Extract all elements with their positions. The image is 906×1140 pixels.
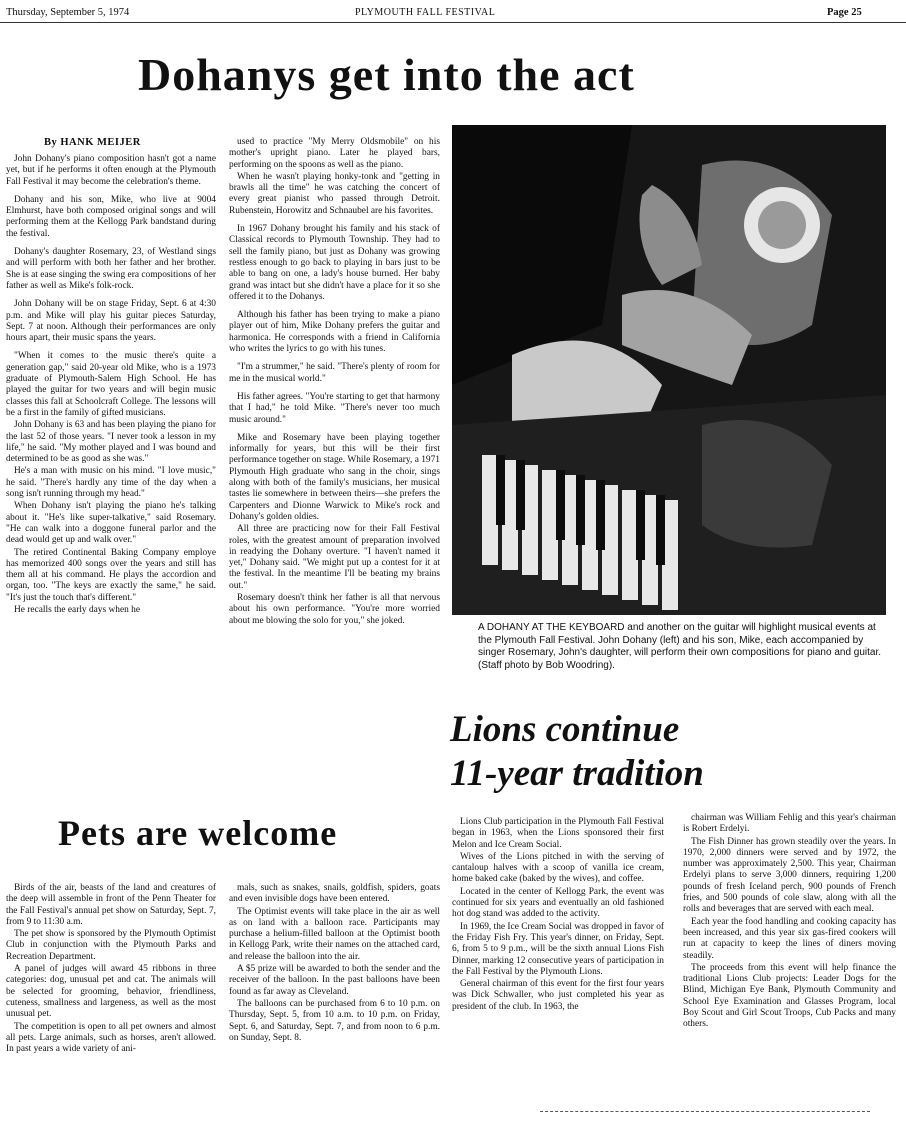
paragraph: His father agrees. "You're starting to get that harmony that I had," he told Mike. "There's never too much music around."	[229, 391, 440, 425]
lions-story-column-2	[683, 813, 896, 1032]
paragraph: Birds of the air, beasts of the land and creatures of the deep will assemble in front of the Penn Theater for the Fall Festival's annual pet show on Saturday, Sept. 7, from 9 to 11:30 a.m.	[6, 883, 216, 927]
paragraph: All three are practicing now for their Fall Festival roles, with the greatest amount of preparation involved in readying the Dohany overture. "I haven't named it yet," Dohany said. "We might put up a contest for it at the festival. In the meantime I'll be beating my brains out."	[229, 524, 440, 591]
byline: By HANK MEIJER	[44, 137, 141, 148]
paragraph: used to practice "My Merry Oldsmobile" on his mother's upright piano. Later he played bars, performing on the spoons as well as the piano.	[229, 137, 440, 170]
paragraph: Although his father has been trying to make a piano player out of him, Mike Dohany prefers the guitar and harmonica. He corresponds with a friend in California who writes the lyrics to go with his tunes.	[229, 310, 440, 355]
lions-headline	[450, 708, 704, 795]
paragraph: When Dohany isn't playing the piano he's talking about it. "He's like super-talkative," said Rosemary. "He can walk into a doggone funeral parlor and the dead would get up and walk over."	[6, 501, 216, 546]
paragraph: In 1967 Dohany brought his family and his stack of Classical records to Plymouth Township. They had to sell the family piano, but just as Dohany was growing restless enough to go back to playing in bars just to be able to bang on one, a lady's house burned. Her baby grand was intact but she didn't have a place for it so she offered it to the Dohanys.	[229, 224, 440, 302]
lions-headline-line-1: Lions continue	[450, 709, 680, 750]
dohany-photo	[452, 125, 886, 615]
paragraph: Rosemary doesn't think her father is all that nervous about his own performance. "You're more worried about me blowing the solo for you," she joked.	[229, 592, 440, 626]
pets-story-column-1	[6, 883, 216, 1056]
paragraph: mals, such as snakes, snails, goldfish, spiders, goats and even invisible dogs have been entered.	[229, 883, 440, 905]
lions-headline-line-2: 11-year tradition	[450, 752, 704, 794]
paragraph: He recalls the early days when he	[14, 604, 140, 615]
paragraph: The balloons can be purchased from 6 to 10 p.m. on Thursday, Sept. 5, from 10 a.m. to 10 p.m. on Friday, Sept. 6, and Saturday, Sept. 7, and from noon to 6 p.m. on Sunday, Sept. 8.	[229, 998, 440, 1043]
issue-date: Thursday, September 5, 1974	[6, 7, 130, 18]
dashed-rule	[540, 1111, 870, 1112]
paragraph: Dohany and his son, Mike, who live at 9004 Elmhurst, have both composed original songs and will performing them at the Kellogg Park bandstand during the festival.	[6, 194, 216, 239]
lions-story-column-1	[452, 817, 664, 1014]
paragraph: The competition is open to all pet owners and almost all pets. Large animals, such as horses, aren't allowed. In past years a wide variety of ani-	[6, 1021, 216, 1055]
paragraph: In 1969, the Ice Cream Social was dropped in favor of the Friday Fish Fry. This year's dinner, on Friday, Sept. 6, from 5 to 9 p.m., will be the sixth annual Lions Fish Dinner, marking 12 consecutive years of participation in the Fall Festival by the Plymouth Lions.	[452, 921, 664, 977]
paragraph: He's a man with music on his mind. "I love music," he said. "There's hardly any time of the day when a song isn't running through my head."	[6, 466, 216, 500]
page-number: Page 25	[827, 7, 862, 18]
paragraph: General chairman of this event for the first four years was Dick Schwaller, who just completed his year as president of the club. In 1963, the	[452, 979, 664, 1012]
main-story-column-1	[6, 154, 216, 617]
paragraph: chairman was William Fehlig and this year's chairman is Robert Erdelyi.	[683, 813, 896, 835]
paragraph: John Dohany will be on stage Friday, Sept. 6 at 4:30 p.m. and Mike will play his guitar pieces Saturday, Sept. 7 at noon. Although their performances are only hours apart, their music spans the years.	[6, 299, 216, 344]
paragraph: Lions Club participation in the Plymouth Fall Festival began in 1963, when the Lions sponsored their first Melon and Ice Cream Social.	[452, 817, 664, 850]
paragraph: Each year the food handling and cooking capacity has been increased, and this year six gas-fired cookers will run at capacity to keep the lines of diners moving steadily.	[683, 916, 896, 961]
paragraph: "When it comes to the music there's quite a generation gap," said 20-year old Mike, who is a 1973 graduate of Plymouth-Salem High School. He has played the guitar for two years and will begin music classes this fall at Schoolcraft College. The lessons will be a first in the family of gifted musicians.	[6, 351, 216, 418]
pets-headline: Pets are welcome	[58, 813, 338, 853]
paragraph: John Dohany's piano composition hasn't got a name yet, but if he performs it often enough at the Plymouth Fall Festival it may become the celebration's theme.	[6, 154, 216, 187]
paragraph: When he wasn't playing honky-tonk and "getting in brawls all the time" he was catching the concert of every great pianist who passed through Detroit. Rubenstein, Horowitz and Schnaubel are his favorites.	[229, 171, 440, 216]
paragraph: John Dohany is 63 and has been playing the piano for the last 52 of those years. "I never took a lesson in my life," he said. "My mother played and I was bound and determined to be as good as she was."	[6, 420, 216, 465]
paragraph: Mike and Rosemary have been playing together informally for years, but this will be their first performance together on stage. While Rosemary, a 1971 Plymouth High graduate who sang in the choir, sings along with both of the family's musicians, her musical tastes lie somewhere in between theirs—she prefers the Carpenters and Dionne Warwick to Mike's rock and Dohany's golden oldies.	[229, 432, 440, 522]
paragraph: A panel of judges will award 45 ribbons in three categories: dog, unusual pet and cat. The animals will be selected for grooming, behavior, friendliness, cuteness, smallness and largeness, as well as the most unusual pet.	[6, 964, 216, 1020]
paragraph: Wives of the Lions pitched in with the serving of cantaloup halves with a scoop of vanilla ice cream, home baked cake (baked by the wives), and coffee.	[452, 851, 664, 885]
paragraph: A $5 prize will be awarded to both the sender and the receiver of the balloon. In the past balloons have been found as far away as Cleveland.	[229, 964, 440, 997]
pets-story-column-2	[229, 883, 440, 1045]
paragraph: The retired Continental Baking Company employe has memorized 400 songs over the years and still has them all at his command. He plays the accordion and organ, too. "The keys are exactly the same," he said. "It's just the touch that's different."	[6, 547, 216, 603]
section-name: PLYMOUTH FALL FESTIVAL	[355, 7, 496, 18]
main-headline: Dohanys get into the act	[138, 49, 635, 100]
paragraph: "I'm a strummer," he said. "There's plenty of room for me in the musical world."	[229, 362, 440, 384]
header-rule	[0, 22, 906, 23]
paragraph: The Optimist events will take place in the air as well as on land with a balloon race. Participants may purchase a helium-filled balloon at the Optimist booth in Kellogg Park, write their names on the attached card, and release the balloon into the air.	[229, 906, 440, 962]
paragraph: The proceeds from this event will help finance the traditional Lions Club projects: Leader Dogs for the Blind, Michigan Eye Bank, Plymouth Community and School Eye Examination and Glasses Program, local Boy Scout and Girl Scout Troops, Cub Packs and many others.	[683, 962, 896, 1030]
paragraph: The Fish Dinner has grown steadily over the years. In 1970, 2,000 dinners were served and by 1972, the number was approximately 2,500. This year, Chairman Erdelyi plans to serve 3,000 dinners, requiring 1,200 pounds of fresh Iceland perch, 900 pounds of French fries, and 500 pounds of cole slaw, along with all the rolls and beverages that are served with each meal.	[683, 836, 896, 915]
paragraph: Dohany's daughter Rosemary, 23, of Westland sings and will perform with both her father and her brother. She is at ease singing the swing era compositions of her father as well as Mike's folk-rock.	[6, 247, 216, 291]
paragraph: The pet show is sponsored by the Plymouth Optimist Club in conjunction with the Plymouth Parks and Recreation Department.	[6, 929, 216, 962]
photo-caption: A DOHANY AT THE KEYBOARD and another on the guitar will highlight musical events at the Plymouth Fall Festival. John Dohany (left) and his son, Mike, each accompanied by singer Rosemary, John's daughter, will perform their own compositions for piano and guitar. (Staff photo by Bob Woodring).	[478, 622, 882, 671]
main-story-column-2	[229, 137, 440, 628]
paragraph: Located in the center of Kellogg Park, the event was continued for six years and eventually an old fashioned hot dog stand was added to the activity.	[452, 886, 664, 920]
photo-illustration	[452, 125, 886, 615]
